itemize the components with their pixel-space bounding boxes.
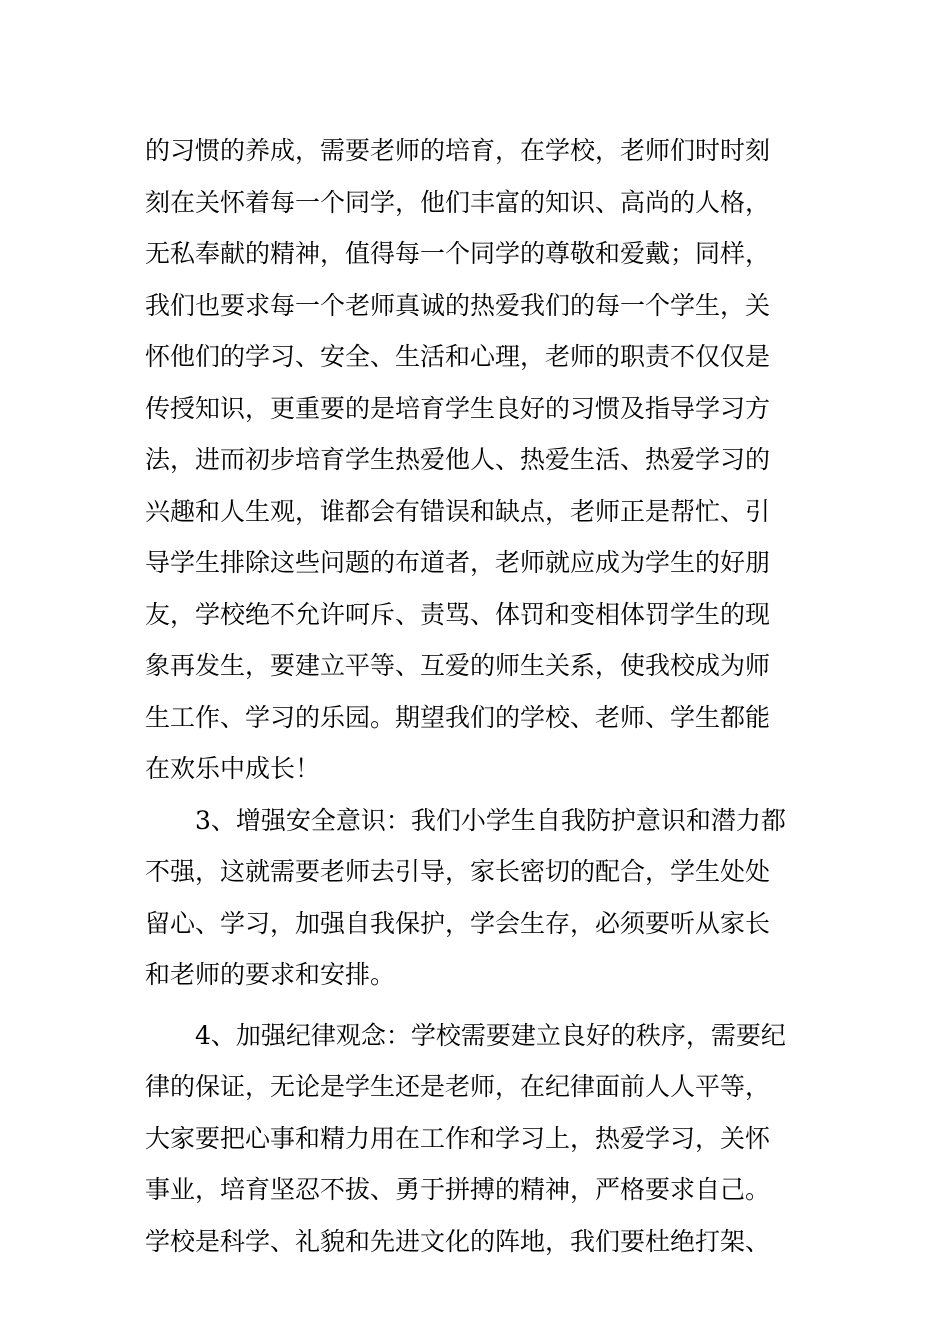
text-line: 导学生排除这些问题的布道者，老师就应成为学生的好朋 bbox=[145, 548, 771, 577]
paragraph-4-first-line: 4、加强纪律观念：学校需要建立良好的秩序，需要纪 bbox=[195, 1020, 786, 1050]
text-line: 大家要把心事和精力用在工作和学习上，热爱学习，关怀 bbox=[145, 1123, 771, 1153]
text-line: 传授知识，更重要的是培育学生良好的习惯及指导学习方 bbox=[145, 393, 771, 423]
text-line: 怀他们的学习、安全、生活和心理，老师的职责不仅仅是 bbox=[145, 342, 771, 371]
text-line: 不强，这就需要老师去引导，家长密切的配合，学生处处 bbox=[145, 857, 771, 886]
body-text bbox=[145, 125, 810, 1267]
text-line: 和老师的要求和安排。 bbox=[145, 960, 396, 989]
paragraph-3-first-line: 3、增强安全意识：我们小学生自我防护意识和潜力都 bbox=[195, 805, 786, 835]
text-line: 事业，培育坚忍不拔、勇于拼搏的精神，严格要求自己。 bbox=[145, 1175, 771, 1204]
text-line: 在欢乐中成长！ bbox=[145, 754, 321, 783]
text-line: 律的保证，无论是学生还是老师，在纪律面前人人平等， bbox=[145, 1072, 771, 1101]
text-line: 刻在关怀着每一个同学，他们丰富的知识、高尚的人格， bbox=[145, 187, 771, 217]
text-line: 象再发生，要建立平等、互爱的师生关系，使我校成为师 bbox=[145, 651, 771, 680]
text-line: 学校是科学、礼貌和先进文化的阵地，我们要杜绝打架、 bbox=[145, 1226, 771, 1256]
text-line: 友，学校绝不允许呵斥、责骂、体罚和变相体罚学生的现 bbox=[145, 599, 771, 629]
text-line: 兴趣和人生观，谁都会有错误和缺点，老师正是帮忙、引 bbox=[145, 496, 771, 526]
text-line: 我们也要求每一个老师真诚的热爱我们的每一个学生，关 bbox=[145, 290, 771, 320]
text-line: 法，进而初步培育学生热爱他人、热爱生活、热爱学习的 bbox=[145, 445, 771, 474]
text-line: 留心、学习，加强自我保护，学会生存，必须要听从家长 bbox=[145, 908, 771, 938]
text-line: 无私奉献的精神，值得每一个同学的尊敬和爱戴；同样， bbox=[145, 239, 771, 268]
text-line: 生工作、学习的乐园。期望我们的学校、老师、学生都能 bbox=[145, 702, 771, 732]
text-line: 的习惯的养成，需要老师的培育，在学校，老师们时时刻 bbox=[145, 136, 771, 165]
